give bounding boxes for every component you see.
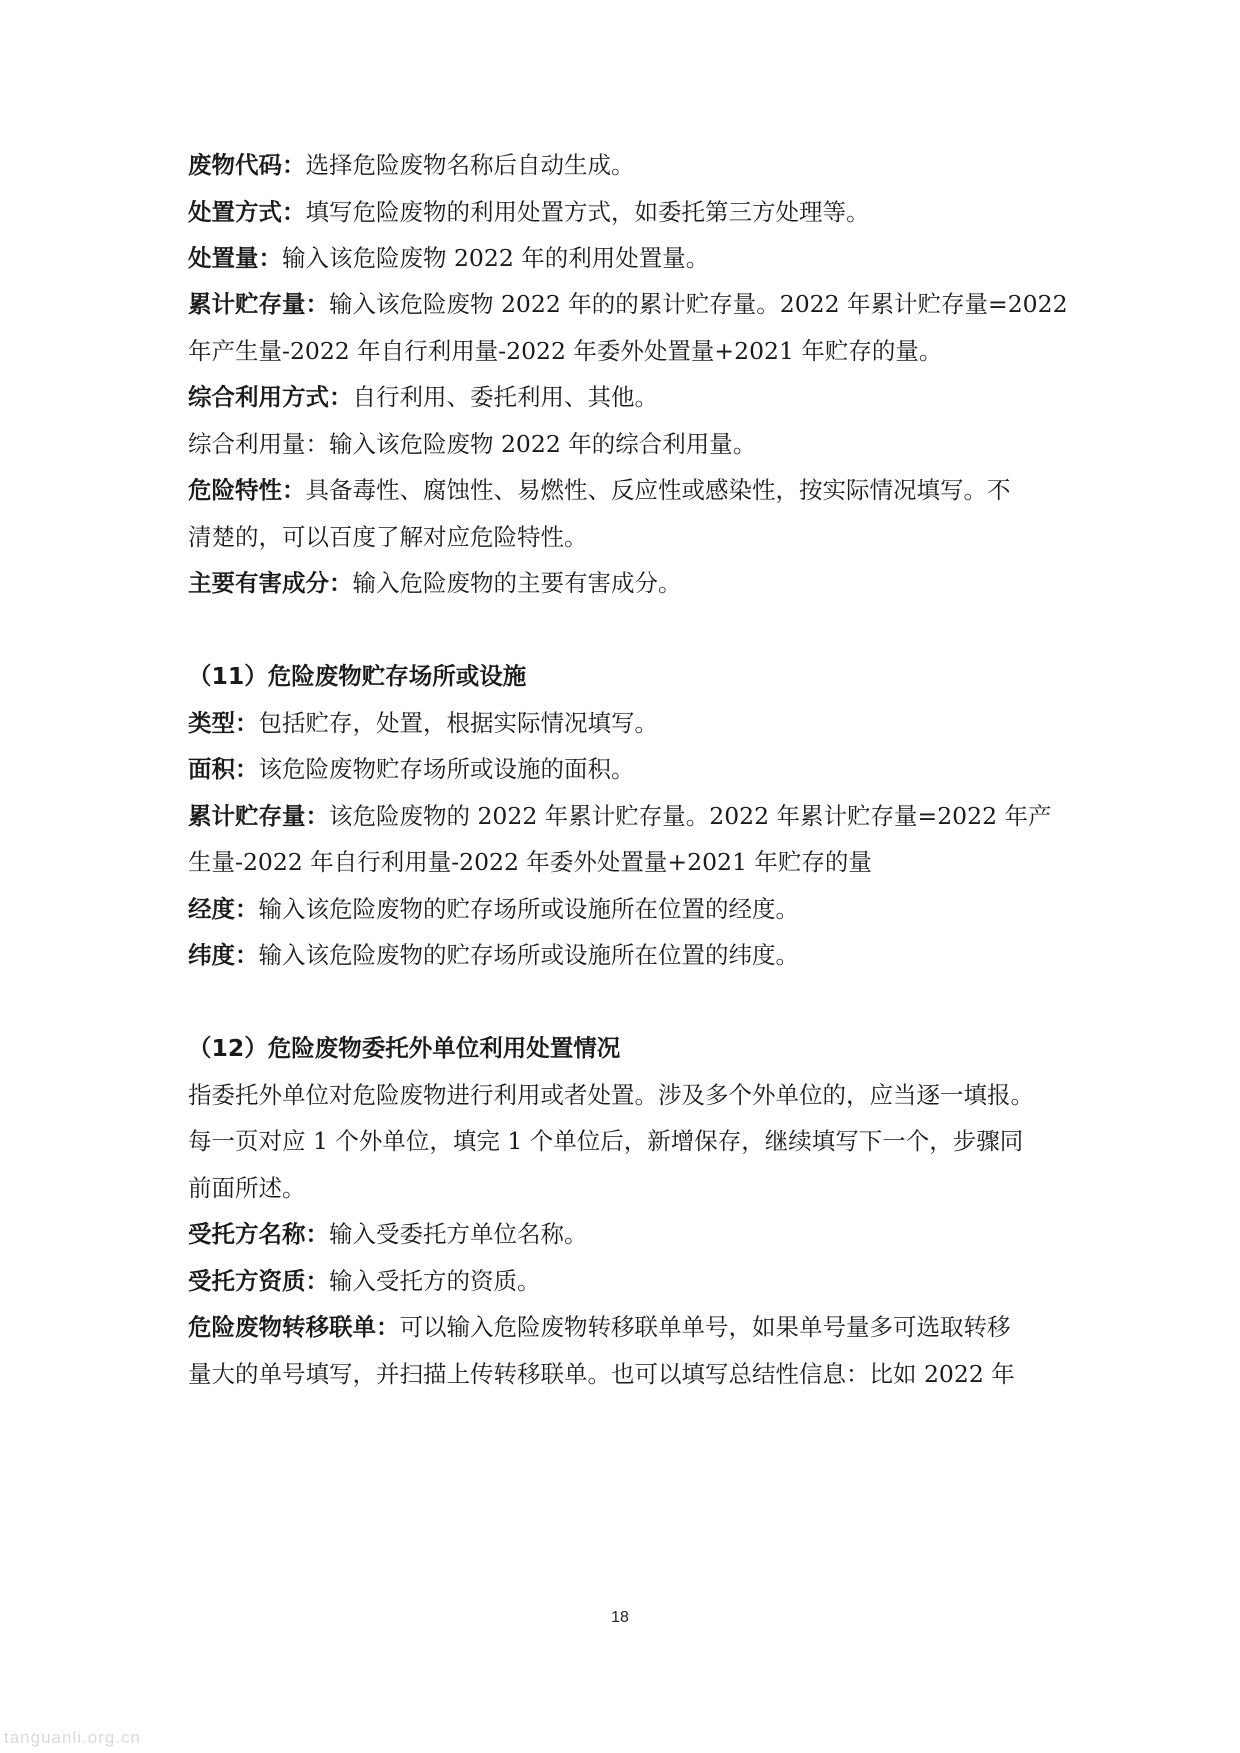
line-text: 输入该危险废物 2022 年的利用处置量。	[282, 244, 710, 272]
field-trustee-qualification	[188, 1265, 1068, 1297]
line-text: 输入该危险废物的贮存场所或设施所在位置的纬度。	[258, 941, 799, 969]
field-latitude	[188, 939, 1068, 971]
line-text: 输入危险废物的主要有害成分。	[352, 569, 682, 597]
line-label: 累计贮存量：	[188, 290, 329, 318]
paragraph-line	[188, 1172, 1068, 1204]
line-label: 处置方式：	[188, 198, 306, 226]
page-number: 18	[611, 1609, 629, 1626]
field-longitude	[188, 893, 1068, 925]
field-disposal-method	[188, 196, 1068, 228]
line-text: 输入受委托方单位名称。	[329, 1220, 588, 1248]
line-text: 输入受托方的资质。	[329, 1267, 541, 1295]
section-heading-11: （11）危险废物贮存场所或设施	[188, 662, 527, 690]
paragraph-continuation	[188, 335, 1068, 367]
line-text: 生量-2022 年自行利用量-2022 年委外处置量+2021 年贮存的量	[188, 848, 872, 876]
line-text: 该危险废物的 2022 年累计贮存量。2022 年累计贮存量=2022 年产	[329, 802, 1052, 830]
section-heading-12: （12）危险废物委托外单位利用处置情况	[188, 1034, 621, 1062]
line-text: 指委托外单位对危险废物进行利用或者处置。涉及多个外单位的，应当逐一填报。	[188, 1081, 1034, 1109]
line-label: 危险特性：	[188, 476, 306, 504]
field-disposal-amount	[188, 242, 1068, 274]
line-label: 面积：	[188, 755, 259, 783]
paragraph-line	[188, 1079, 1068, 1111]
line-label: 受托方名称：	[188, 1220, 329, 1248]
line-text: 年产生量-2022 年自行利用量-2022 年委外处置量+2021 年贮存的量。	[188, 337, 943, 365]
paragraph-continuation	[188, 846, 1068, 878]
line-label: 纬度：	[188, 941, 259, 969]
line-text: 包括贮存，处置，根据实际情况填写。	[258, 709, 658, 737]
field-utilization-amount	[188, 428, 1068, 460]
field-trustee-name	[188, 1218, 1068, 1250]
field-type	[188, 707, 1068, 739]
line-label: 危险废物转移联单：	[188, 1313, 400, 1341]
field-transfer-manifest	[188, 1311, 1068, 1343]
field-cumulative-storage	[188, 288, 1068, 320]
line-text: 输入该危险废物的贮存场所或设施所在位置的经度。	[258, 895, 799, 923]
line-label: 累计贮存量：	[188, 802, 329, 830]
field-area	[188, 753, 1068, 785]
line-text: 自行利用、委托利用、其他。	[352, 383, 658, 411]
line-label: 类型：	[188, 709, 259, 737]
line-text: 清楚的，可以百度了解对应危险特性。	[188, 523, 588, 551]
line-text: 选择危险废物名称后自动生成。	[305, 151, 635, 179]
field-cumulative-storage-facility	[188, 800, 1068, 832]
line-label: 受托方资质：	[188, 1267, 329, 1295]
line-text: 输入该危险废物 2022 年的的累计贮存量。2022 年累计贮存量=2022	[329, 290, 1068, 318]
line-text: 该危险废物贮存场所或设施的面积。	[258, 755, 635, 783]
paragraph-line	[188, 1125, 1068, 1157]
line-label: 处置量：	[188, 244, 282, 272]
watermark-text: tanguanli.org.cn	[4, 1728, 141, 1747]
line-label: 废物代码：	[188, 151, 306, 179]
line-text: 具备毒性、腐蚀性、易燃性、反应性或感染性，按实际情况填写。不	[305, 476, 1011, 504]
line-text: 量大的单号填写，并扫描上传转移联单。也可以填写总结性信息：比如 2022 年	[188, 1360, 1015, 1388]
line-label: 主要有害成分：	[188, 569, 353, 597]
line-text: 每一页对应 1 个外单位，填完 1 个单位后，新增保存，继续填写下一个，步骤同	[188, 1127, 1024, 1155]
paragraph-continuation	[188, 1358, 1068, 1390]
line-text: 可以输入危险废物转移联单单号，如果单号量多可选取转移	[399, 1313, 1011, 1341]
line-label: 经度：	[188, 895, 259, 923]
field-utilization-method	[188, 381, 1068, 413]
field-main-harmful-component	[188, 567, 1068, 599]
line-label: 综合利用方式：	[188, 383, 353, 411]
field-hazard-property	[188, 474, 1068, 506]
field-waste-code	[188, 149, 1068, 181]
line-text: 前面所述。	[188, 1174, 306, 1202]
line-text: 填写危险废物的利用处置方式，如委托第三方处理等。	[305, 198, 870, 226]
paragraph-continuation	[188, 521, 1068, 553]
line-text: 综合利用量：输入该危险废物 2022 年的综合利用量。	[188, 430, 757, 458]
